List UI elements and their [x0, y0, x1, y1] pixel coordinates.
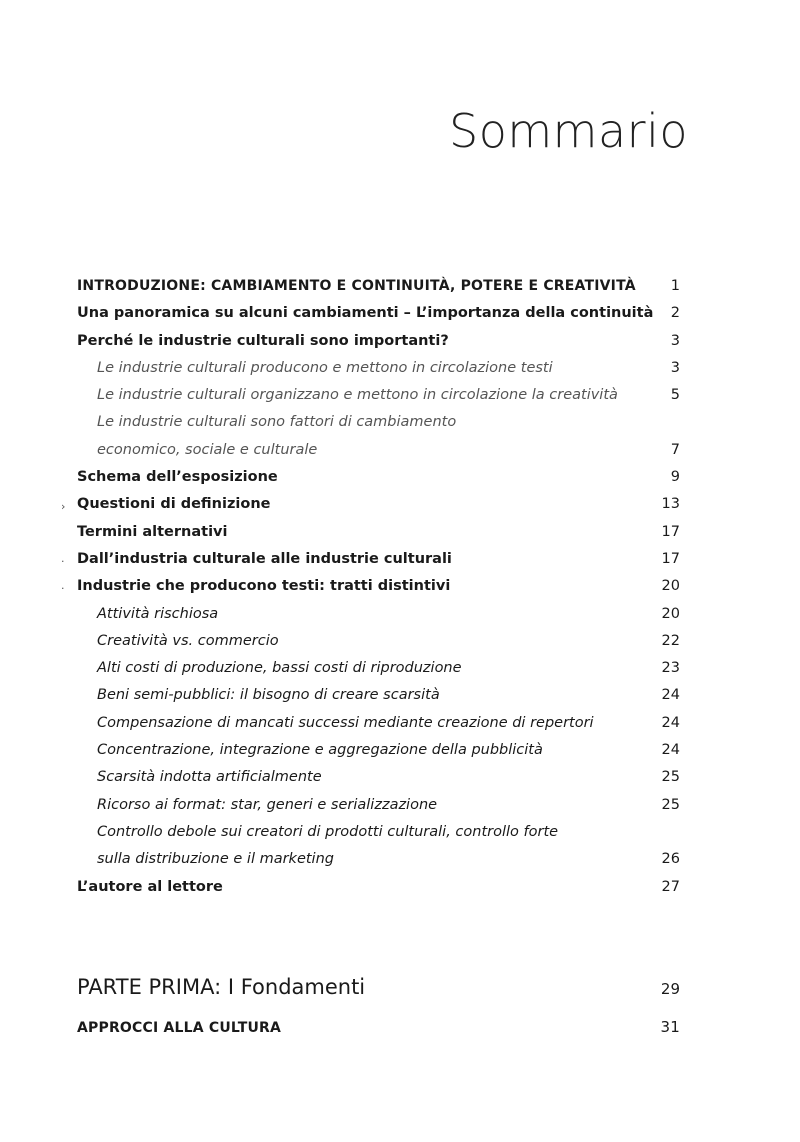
section-label: APPROCCI ALLA CULTURA — [77, 1020, 282, 1036]
toc-entry — [61, 496, 680, 523]
toc-entry-page: 9 — [670, 469, 680, 486]
toc-entry — [77, 687, 680, 714]
toc-entry-label: Ricorso ai format: star, generi e serializzazione — [97, 796, 438, 813]
toc-entry-page: 24 — [661, 714, 680, 731]
toc-entry-label: Scarsità indotta artificialmente — [97, 769, 322, 786]
toc-entry-label: Le industrie culturali organizzano e mettono in circolazione la creatività — [97, 387, 618, 404]
toc-entry-page: 7 — [670, 441, 680, 458]
toc-entry — [77, 769, 680, 796]
part-label: PARTE PRIMA: I Fondamenti — [77, 975, 366, 999]
toc-entry-page: 24 — [661, 687, 680, 704]
toc-entry — [77, 851, 680, 878]
toc-entry-label: Le industrie culturali sono fattori di cambiamento — [97, 414, 457, 431]
toc-entry-page: 2 — [670, 305, 680, 322]
toc-entry — [77, 879, 680, 906]
section-page: 31 — [660, 1018, 680, 1036]
toc-entry-label: Schema dell’esposizione — [77, 469, 278, 486]
toc-entry-page: 17 — [661, 550, 680, 567]
toc-entry — [61, 578, 680, 605]
toc-entry-page: 5 — [670, 387, 680, 404]
toc-entry — [77, 278, 680, 305]
toc-entry-label: Beni semi-pubblici: il bisogno di creare scarsità — [97, 687, 440, 704]
toc-entry-page: 3 — [670, 332, 680, 349]
toc-entry — [77, 524, 680, 551]
margin-mark: ‧ — [61, 554, 65, 568]
toc-entry — [77, 414, 680, 441]
toc-entry-page: 25 — [661, 769, 680, 786]
section-heading — [77, 1018, 680, 1036]
toc-entry — [77, 606, 680, 633]
toc-entry-label: Compensazione di mancati successi mediante creazione di repertori — [97, 714, 594, 731]
toc-entry-label: Industrie che producono testi: tratti distintivi — [77, 578, 451, 595]
toc-entry-page: 23 — [661, 660, 680, 677]
toc-entry-label: Una panoramica su alcuni cambiamenti – L’importanza della continuità — [77, 305, 654, 322]
toc-entry-page: 20 — [661, 578, 680, 595]
toc-entry-label: Attività rischiosa — [97, 605, 219, 622]
part-heading — [77, 975, 680, 999]
toc-entry — [77, 387, 680, 414]
toc-entry-label: INTRODUZIONE: CAMBIAMENTO E CONTINUITÀ, POTERE E CREATIVITÀ — [77, 278, 636, 294]
toc-entry-label: Alti costi di produzione, bassi costi di riproduzione — [97, 660, 462, 677]
toc-entry — [77, 797, 680, 824]
toc-entry-label: Le industrie culturali producono e mettono in circolazione testi — [97, 359, 553, 376]
margin-mark: › — [61, 500, 66, 514]
toc-entry-label: Perché le industrie culturali sono importanti? — [77, 332, 449, 349]
toc-entry — [77, 633, 680, 660]
toc-entry-label: Termini alternativi — [77, 523, 228, 540]
toc-entry-page: 1 — [670, 278, 680, 294]
toc-entry — [61, 550, 680, 578]
margin-mark: · — [61, 582, 65, 596]
toc-entry-page: 26 — [661, 851, 680, 868]
table-of-contents — [61, 278, 680, 906]
part-page: 29 — [660, 980, 680, 998]
toc-entry — [77, 360, 680, 387]
page-title: Sommario — [449, 104, 688, 158]
toc-entry-page: 20 — [661, 605, 680, 622]
toc-entry — [77, 742, 680, 769]
toc-entry-page: 27 — [661, 878, 680, 895]
toc-entry-label: Creatività vs. commercio — [97, 632, 279, 649]
toc-entry — [77, 824, 680, 851]
toc-entry-page: 13 — [661, 496, 680, 513]
toc-entry — [77, 469, 680, 496]
toc-entry — [77, 715, 680, 742]
toc-entry — [77, 442, 680, 469]
toc-entry-page: 22 — [661, 632, 680, 649]
toc-entry-label: Questioni di definizione — [77, 496, 271, 513]
toc-entry — [77, 333, 680, 360]
toc-entry — [77, 305, 680, 332]
toc-entry-label: Dall’industria culturale alle industrie culturali — [77, 550, 452, 567]
toc-entry — [77, 660, 680, 687]
toc-entry-label: sulla distribuzione e il marketing — [97, 851, 334, 868]
toc-entry-page: 3 — [670, 359, 680, 376]
toc-entry-page: 17 — [661, 523, 680, 540]
toc-entry-label: economico, sociale e culturale — [97, 441, 318, 458]
toc-entry-page: 25 — [661, 796, 680, 813]
toc-entry-page: 24 — [661, 742, 680, 759]
toc-entry-label: L’autore al lettore — [77, 878, 223, 895]
toc-entry-label: Concentrazione, integrazione e aggregazione della pubblicità — [97, 742, 543, 759]
toc-entry-label: Controllo debole sui creatori di prodotti culturali, controllo forte — [97, 823, 559, 840]
